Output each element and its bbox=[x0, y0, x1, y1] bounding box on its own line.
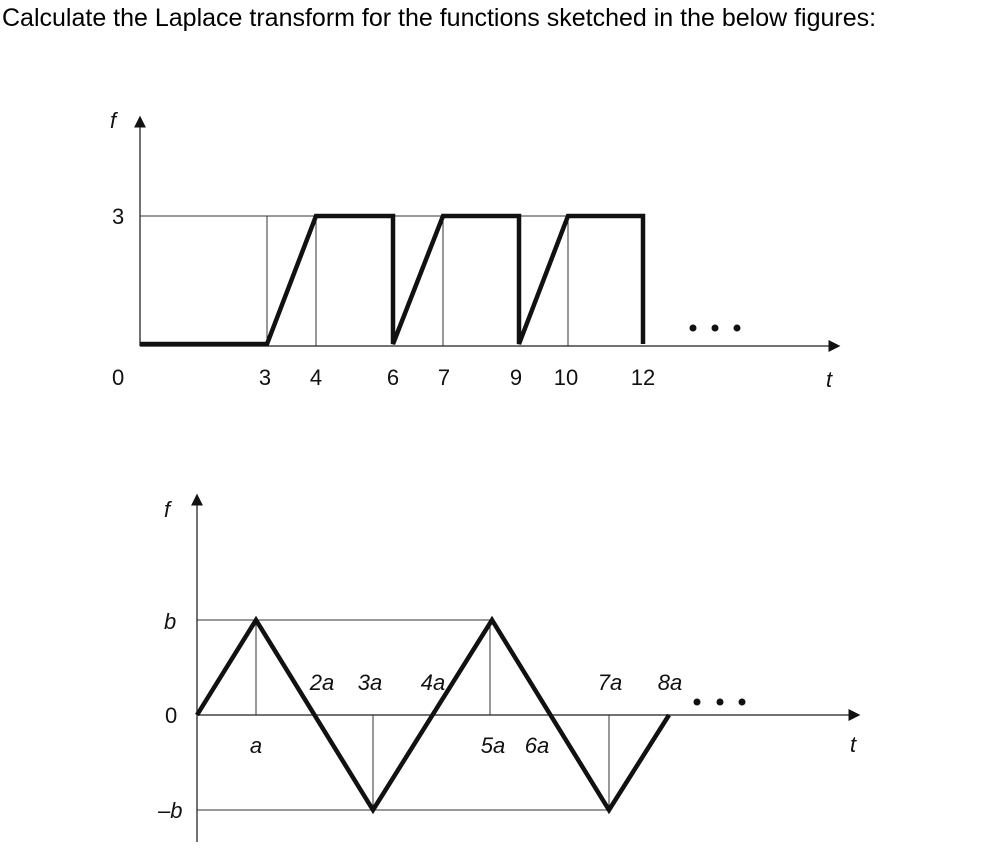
fig2-x-axis-label: t bbox=[850, 732, 857, 757]
fig1-x-tick: 6 bbox=[386, 365, 400, 390]
question-text: Calculate the Laplace transform for the functions sketched in the below figures: bbox=[2, 4, 877, 32]
fig1-x-tick: 10 bbox=[553, 365, 579, 390]
fig2-x-tick-labels-above bbox=[309, 670, 682, 695]
fig2-x-tick: 7a bbox=[597, 670, 623, 695]
fig1-x-tick-labels bbox=[259, 365, 655, 390]
fig2-x-tick: 2a bbox=[309, 670, 335, 695]
fig1-y-tick-3: 3 bbox=[112, 204, 125, 229]
fig2-y-axis-label: f bbox=[164, 497, 171, 522]
fig2-x-tick: 5a bbox=[480, 733, 506, 758]
fig2-y-tick-b: b bbox=[164, 609, 177, 634]
fig2-x-tick: 3a bbox=[357, 670, 383, 695]
fig2-x-tick-labels-below bbox=[250, 733, 549, 758]
fig2-y-tick-0: 0 bbox=[165, 703, 178, 728]
fig2-x-tick: 8a bbox=[657, 670, 683, 695]
fig1-x-tick: 9 bbox=[509, 365, 523, 390]
fig2-x-tick: 6a bbox=[524, 733, 550, 758]
fig1-x-axis-label: t bbox=[826, 367, 833, 392]
figure-1 bbox=[110, 108, 838, 392]
fig2-x-tick: a bbox=[249, 733, 263, 758]
fig1-origin-label: 0 bbox=[112, 365, 125, 390]
fig2-continuation-dots bbox=[694, 699, 746, 706]
fig2-y-tick-minus-b: –b bbox=[158, 798, 183, 823]
fig2-x-tick: 4a bbox=[420, 670, 446, 695]
figure-2 bbox=[157, 496, 858, 842]
fig1-x-tick: 12 bbox=[630, 365, 656, 390]
fig1-x-tick: 4 bbox=[309, 365, 323, 390]
fig1-y-axis-label: f bbox=[110, 108, 117, 133]
fig1-x-tick: 7 bbox=[437, 365, 451, 390]
fig1-continuation-dots bbox=[690, 325, 741, 332]
fig1-x-tick: 3 bbox=[258, 365, 272, 390]
